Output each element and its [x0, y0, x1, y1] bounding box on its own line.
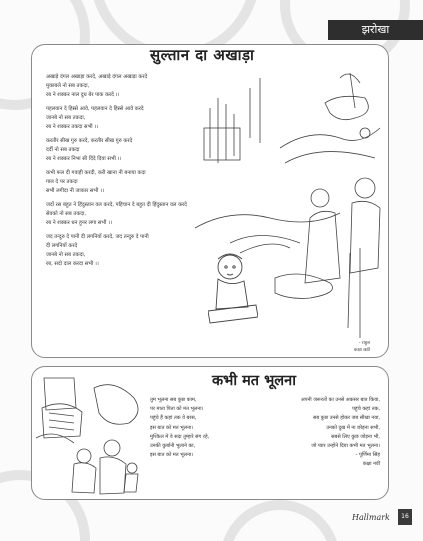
- poem-line: सेवको नो सब तकदा,: [46, 211, 87, 217]
- poem-line: रब ने शक्कर तकदा सभी ।।: [46, 124, 99, 130]
- poem-line: जानबे नो सब तकदा,: [46, 115, 86, 121]
- poem-line: मुकाबले नो सब तकदा,: [46, 83, 90, 89]
- poem-line: जानबे नो सब तकदा,: [46, 252, 86, 258]
- poem-line: करतीर सीख गुरु करदे, करतीर सीख गुरु करदे: [46, 138, 133, 144]
- poem-line: तुम भूलना सब कुछ काम,: [150, 397, 197, 403]
- poem-line: जो प्यार उन्होंने दिया कभी मत भूलना।: [311, 443, 380, 450]
- author-class: कक्षा नवीं: [362, 461, 380, 468]
- poem-line: अपनी जरूरतों का उनसे अकसर बात किया,: [300, 397, 380, 403]
- poem-line: सब कुछ उनसे होकर जब सीखा नया,: [312, 415, 380, 422]
- poem-line: सबसे लिए कुछ जोड़ना भी,: [331, 433, 380, 440]
- poem-line: पहुंचे कहां तक,: [352, 406, 380, 413]
- hallmark-logo: Hallmark: [352, 513, 390, 522]
- poem-line: इस बात को मत भूलना।: [150, 424, 194, 431]
- author-class: कक्षा छठी: [354, 348, 371, 353]
- poem-line: सभी लगीदा नी जाकार सभी ।।: [46, 188, 104, 194]
- poem-line: गाल दे पर तकदा: [46, 179, 78, 185]
- poem2-left-column: [150, 396, 209, 460]
- poem-line: रब, सदो दाल करदा सभी ।।: [46, 261, 99, 267]
- poem-title: सुल्तान दा अखाड़ा: [150, 46, 255, 64]
- poem-line: अखाड़े दंगल अखाड़ा करदे, अखाड़े दंगल अखाड़ा करदे: [46, 74, 148, 80]
- poem-line: पहलवान दे हिस्से आवे, पहलवान दे हिस्से आवे करदे: [46, 106, 144, 112]
- poem-line: रब ने शक्कर धन हुनर लगा सभी ।।: [46, 220, 113, 226]
- poem-line: कभी फल दी गवाही करदी, करी खाना नी बनाया कदा: [46, 170, 146, 176]
- poem-line: दर्दी नो सब तकदा: [46, 147, 80, 153]
- poem-line: उनको दुख में ना छोड़ना सभी,: [326, 424, 380, 431]
- page-number: 16: [398, 509, 412, 525]
- poem-author: [354, 340, 370, 354]
- poem-line: रब ने शक्कर नाल दुध बेर पाक करदे ।।: [46, 92, 120, 98]
- poem-line: उनकी कुर्बानी भुलाने का,: [150, 443, 196, 450]
- poem2-right-column: [274, 396, 380, 470]
- author-name: - राहुल: [358, 341, 371, 346]
- author-name: - पूर्णिमा सिंह: [355, 452, 380, 459]
- poem-line: इस बात को मत भूलना।: [150, 452, 194, 459]
- poem-line: जदों रस बहुत ने हिंदुस्तान वल करदे, पहिचान दे बहुत दी हिंदुस्तान वल करदे: [46, 202, 187, 208]
- boy-illustration: [208, 245, 258, 325]
- poem-line: जद तन्दुरु दे पानी दी लगनियों करदे, जद तन्दुरु दे पानी: [46, 234, 149, 240]
- section-tab: झरोखा: [328, 20, 423, 40]
- poem-line: दी लगनियों करदे: [46, 243, 78, 249]
- family-illustration: [34, 368, 149, 496]
- poem-title: कभी मत भूलना: [212, 373, 296, 389]
- decorative-circle: [220, 500, 340, 541]
- poem-line: पहुंचे हैं कहां तक वे बरस,: [150, 415, 197, 422]
- poem-line: मुश्किल में वे सदा तुम्हारे संग रहे,: [150, 433, 210, 440]
- poem-line: रब ने शक्कर निभा सी दिंदे दिया सभी ।।: [46, 156, 122, 162]
- poem-line: पर माता पिता को मत भूलना।: [150, 406, 204, 413]
